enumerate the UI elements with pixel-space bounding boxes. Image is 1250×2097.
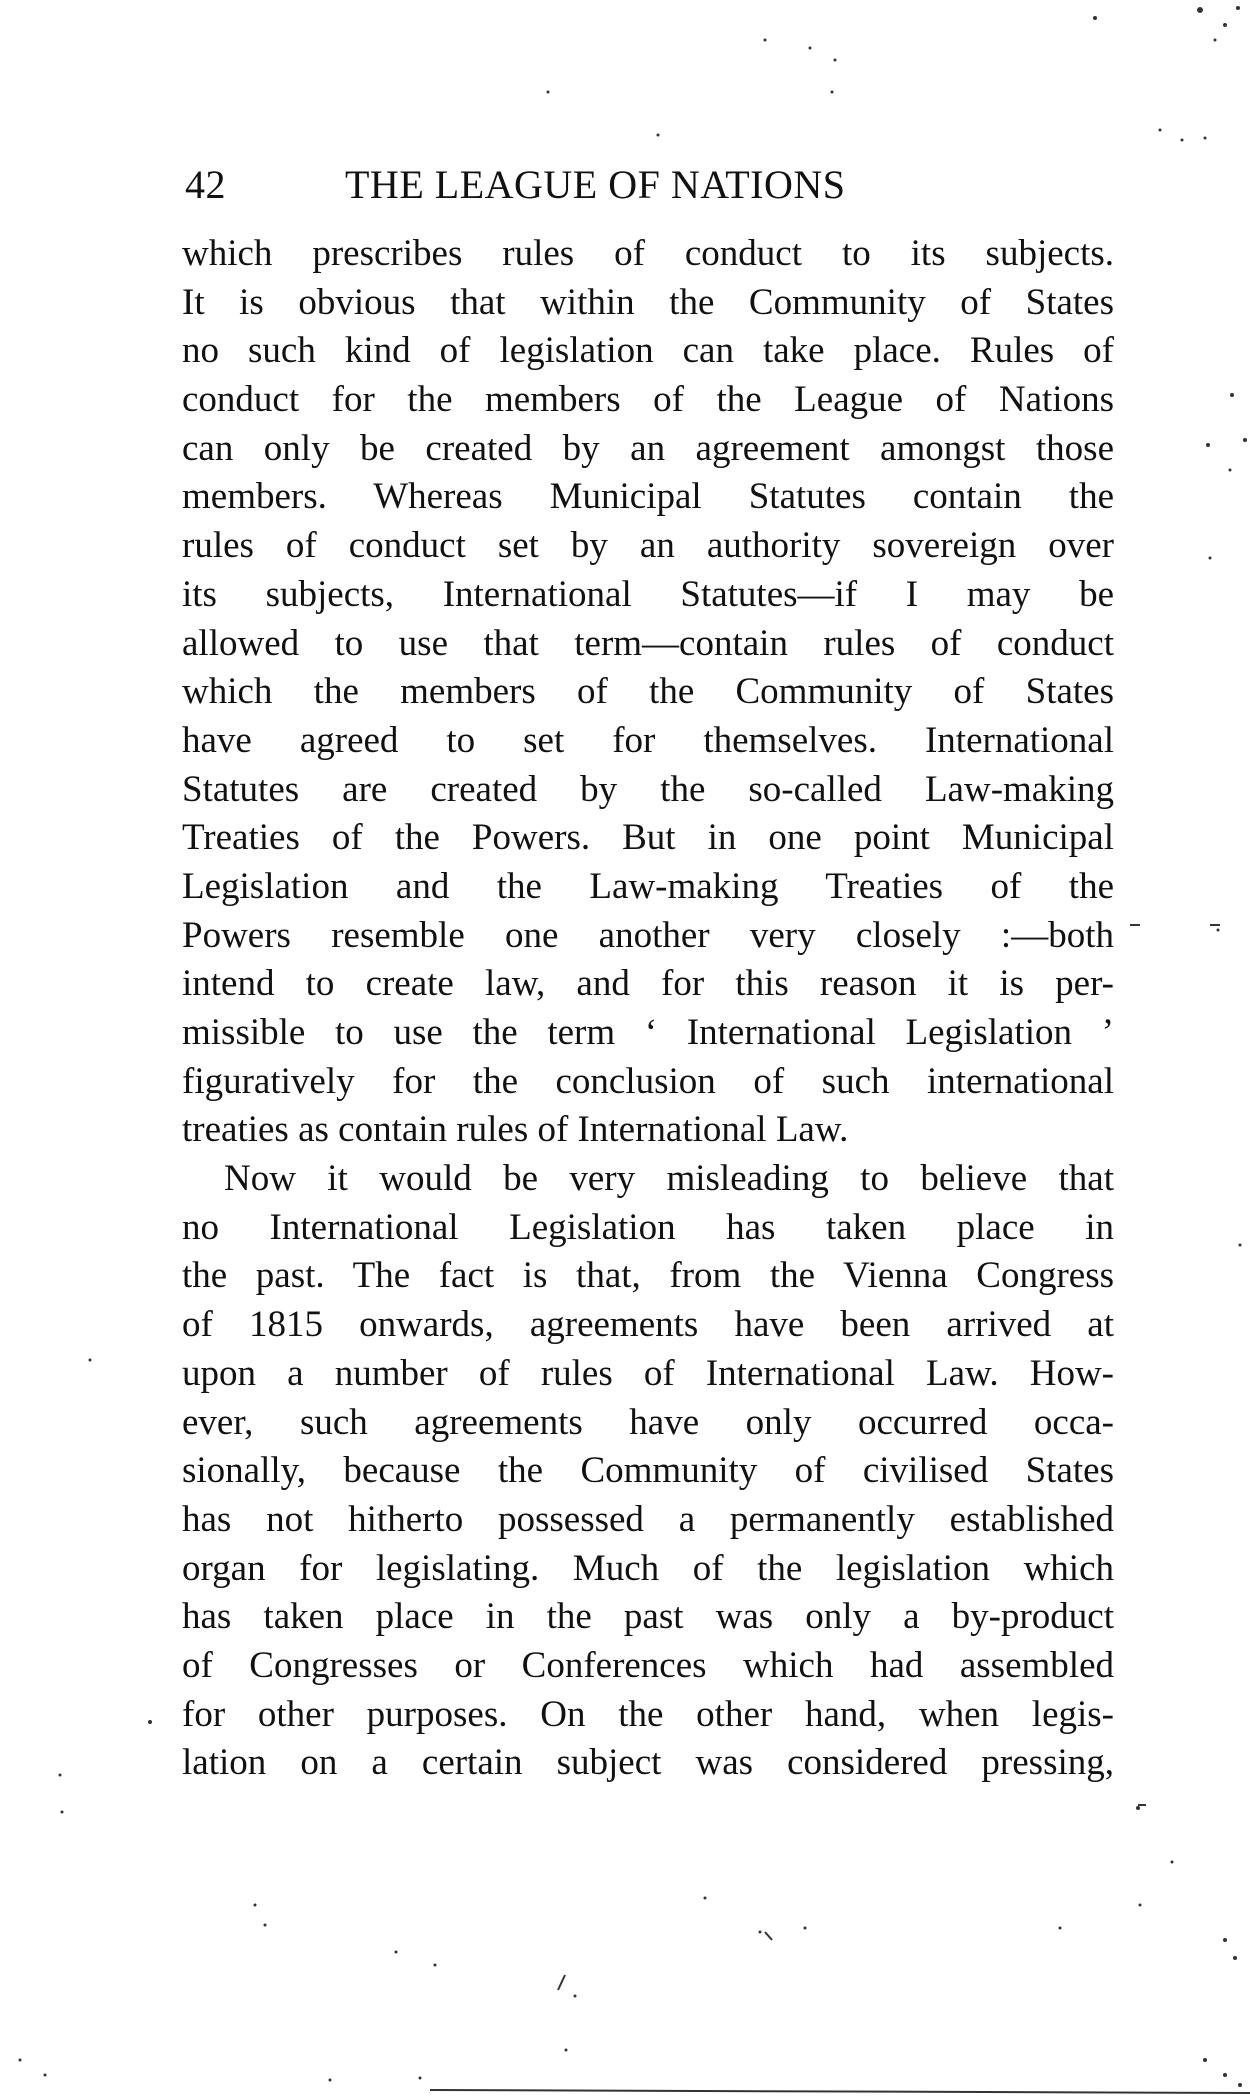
text-line: which the members of the Community of States bbox=[182, 671, 1114, 713]
running-title: THE LEAGUE OF NATIONS bbox=[345, 162, 846, 207]
running-head bbox=[185, 160, 1115, 210]
paragraph-1 bbox=[182, 230, 1114, 1155]
text-line: It is obvious that within the Community of States bbox=[182, 281, 1114, 323]
text-line: treaties as contain rules of International Law. bbox=[182, 1109, 849, 1151]
text-line: organ for legislating. Much of the legislation which bbox=[182, 1547, 1114, 1589]
body-text bbox=[182, 230, 1114, 1788]
text-line: the past. The fact is that, from the Vienna Congress bbox=[182, 1255, 1114, 1297]
text-line: ever, such agreements have only occurred occa- bbox=[182, 1401, 1114, 1443]
text-line: can only be created by an agreement amongst those bbox=[182, 427, 1114, 469]
text-line: sionally, because the Community of civilised States bbox=[182, 1450, 1114, 1492]
text-line: intend to create law, and for this reason it is per- bbox=[182, 963, 1114, 1005]
text-line: Powers resemble one another very closely :—both bbox=[182, 914, 1114, 956]
text-line: missible to use the term ‘ International Legislation ’ bbox=[182, 1012, 1114, 1053]
text-line: its subjects, International Statutes—if I may be bbox=[182, 573, 1114, 615]
text-line: rules of conduct set by an authority sovereign over bbox=[182, 525, 1114, 567]
text-line: upon a number of rules of International Law. How- bbox=[182, 1352, 1114, 1394]
text-line: has not hitherto possessed a permanently established bbox=[182, 1498, 1114, 1540]
text-line: no such kind of legislation can take place. Rules of bbox=[182, 330, 1114, 372]
text-line: of Congresses or Conferences which had assembled bbox=[182, 1644, 1114, 1686]
text-line: for other purposes. On the other hand, when legis- bbox=[182, 1693, 1114, 1735]
text-line: no International Legislation has taken place in bbox=[182, 1206, 1114, 1248]
text-line: members. Whereas Municipal Statutes contain the bbox=[182, 476, 1114, 518]
text-line: Statutes are created by the so-called Law-making bbox=[182, 768, 1114, 810]
text-line: Now it would be very misleading to believe that bbox=[224, 1158, 1114, 1200]
text-line: Treaties of the Powers. But in one point Municipal bbox=[182, 817, 1114, 859]
text-line: conduct for the members of the League of Nations bbox=[182, 379, 1114, 421]
text-line: Legislation and the Law-making Treaties of the bbox=[182, 865, 1114, 907]
text-line: which prescribes rules of conduct to its subjects. bbox=[182, 233, 1114, 274]
text-line: has taken place in the past was only a by-product bbox=[182, 1596, 1114, 1638]
text-line: figuratively for the conclusion of such international bbox=[182, 1060, 1114, 1102]
text-line: of 1815 onwards, agreements have been arrived at bbox=[182, 1304, 1114, 1346]
text-line: have agreed to set for themselves. International bbox=[182, 719, 1114, 761]
page-number: 42 bbox=[185, 162, 226, 207]
paragraph-2 bbox=[182, 1155, 1114, 1788]
text-line: allowed to use that term—contain rules of conduct bbox=[182, 622, 1114, 664]
text-line: lation on a certain subject was considered pressing, bbox=[182, 1742, 1114, 1784]
